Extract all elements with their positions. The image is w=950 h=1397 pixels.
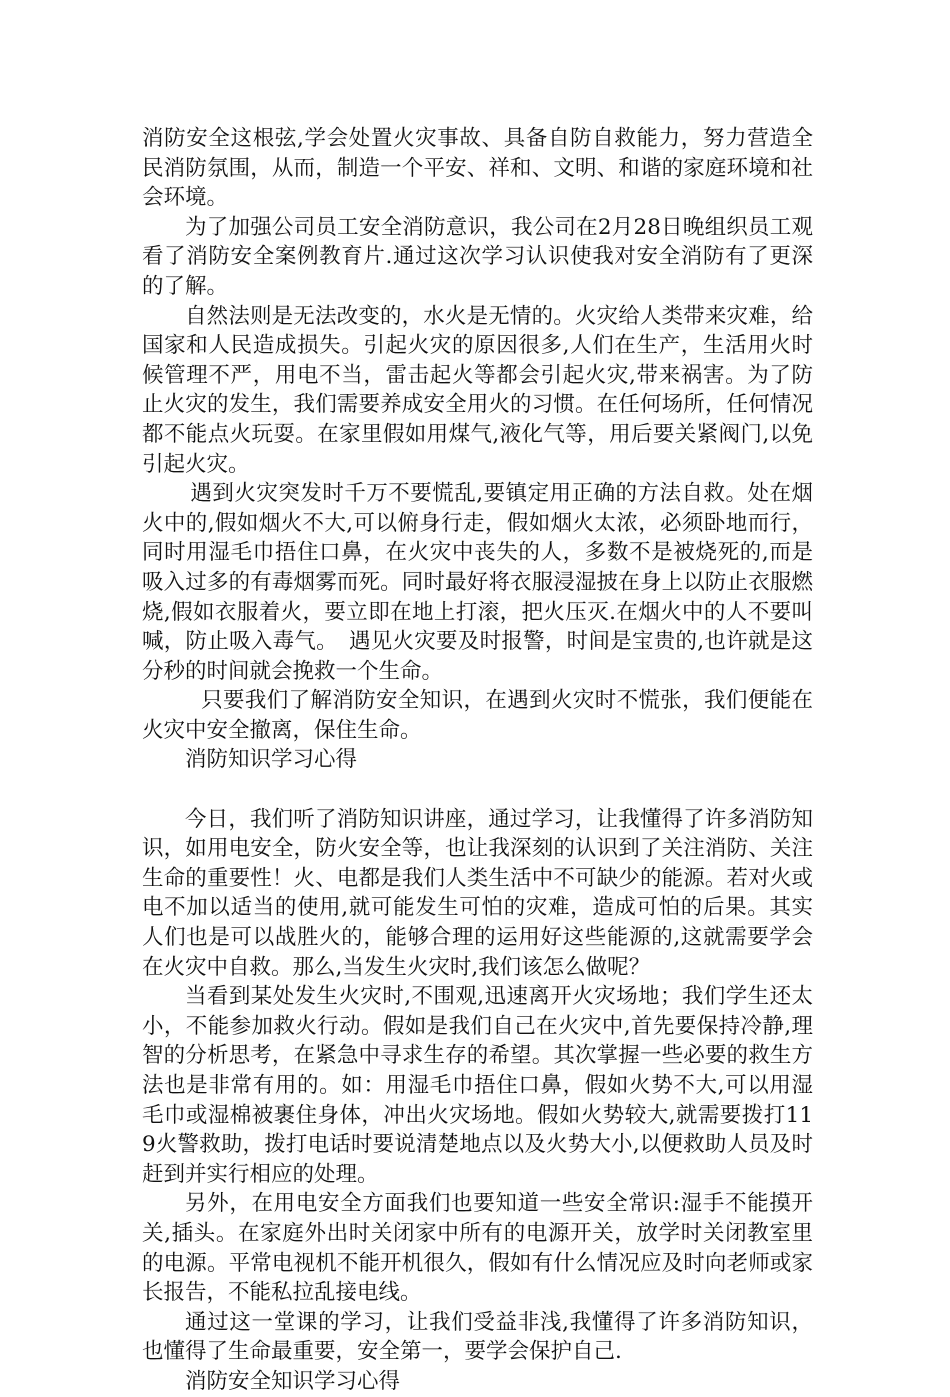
document-body: [142, 124, 813, 1397]
paragraph-company-training: 为了加强公司员工安全消防意识，我公司在2月28日晚组织员工观看了消防安全案例教育片.通过这次学习认识使我对安全消防有了更深的了解。: [142, 214, 813, 299]
paragraph-when-fire: 当看到某处发生火灾时,不围观,迅速离开火灾场地；我们学生还太小，不能参加救火行动。假如是我们自己在火灾中,首先要保持冷静,理智的分析思考，在紧急中寻求生存的希望。其次掌握一些必要的救生方法也是非常有用的。如：用湿毛巾捂住口鼻，假如火势不大,可以用湿毛巾或湿棉被裹住身体，冲出火灾场地。假如火势较大,就需要拨打119火警救助，拨打电话时要说清楚地点以及火势大小,以便救助人员及时赶到并实行相应的处理。: [142, 984, 813, 1187]
paragraph-natural-law: 自然法则是无法改变的，水火是无情的。火灾给人类带来灾难，给国家和人民造成损失。引起火灾的原因很多,人们在生产，生活用火时候管理不严，用电不当，雷击起火等都会引起火灾,带来祸害。为了防止火灾的发生，我们需要养成安全用火的习惯。在任何场所，任何情况都不能点火玩耍。在家里假如用煤气,液化气等，用后要关紧阀门,以免引起火灾。: [142, 303, 813, 477]
section-heading-fire-knowledge: 消防知识学习心得: [185, 747, 358, 773]
paragraph-electric-safety: 另外，在用电安全方面我们也要知道一些安全常识:湿手不能摸开关,插头。在家庭外出时关闭家中所有的电源开关，放学时关闭教室里的电源。平常电视机不能开机很久，假如有什么情况应及时向老师或家长报告，不能私拉乱接电线。: [142, 1191, 813, 1306]
blank-line: [142, 775, 813, 805]
paragraph-lecture: 今日，我们听了消防知识讲座，通过学习，让我懂得了许多消防知识，如用电安全，防火安全等，也让我深刻的认识到了关注消防、关注生命的重要性！火、电都是我们人类生活中不可缺少的能源。若对火或电不加以适当的使用,就可能发生可怕的灾难，造成可怕的后果。其实人们也是可以战胜火的，能够合理的运用好这些能源的,这就需要学会在火灾中自救。那么,当发生火灾时,我们该怎么做呢？: [142, 806, 813, 980]
section-heading-fire-safety: 消防安全知识学习心得: [185, 1368, 401, 1394]
paragraph-evacuate: 只要我们了解消防安全知识，在遇到火灾时不慌张，我们便能在火灾中安全撤离，保住生命。: [142, 688, 813, 743]
paragraph-conclusion: 通过这一堂课的学习，让我们受益非浅,我懂得了许多消防知识，也懂得了生命最重要，安全第一，要学会保护自己.: [142, 1309, 813, 1365]
paragraph-continuation: 消防安全这根弦,学会处置火灾事故、具备自防自救能力，努力营造全民消防氛围，从而，制造一个平安、祥和、文明、和谐的家庭环境和社会环境。: [142, 126, 813, 211]
paragraph-self-rescue: 遇到火灾突发时千万不要慌乱,要镇定用正确的方法自救。处在烟火中的,假如烟火不大,可以俯身行走，假如烟火太浓，必须卧地而行，同时用湿毛巾捂住口鼻，在火灾中丧失的人，多数不是被烧死的,而是吸入过多的有毒烟雾而死。同时最好将衣服浸湿披在身上以防止衣服燃烧,假如衣服着火，要立即在地上打滚，把火压灭.在烟火中的人不要叫喊，防止吸入毒气。 遇见火灾要及时报警，时间是宝贵的,也许就是这分秒的时间就会挽救一个生命。: [142, 481, 813, 684]
